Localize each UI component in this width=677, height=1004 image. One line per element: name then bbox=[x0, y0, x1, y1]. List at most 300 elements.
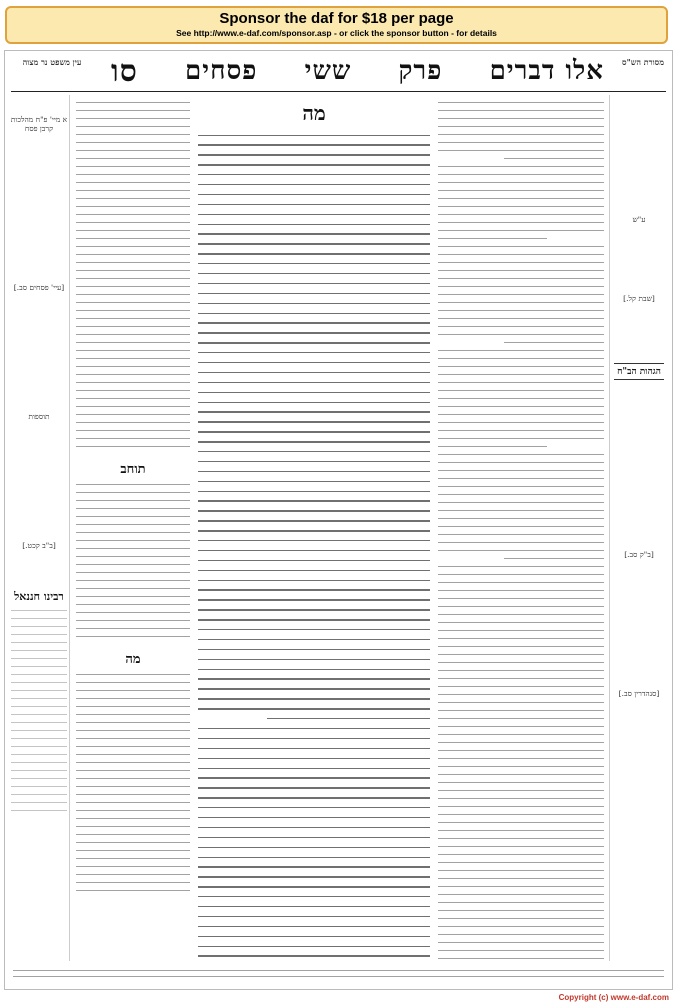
text-line bbox=[438, 174, 604, 175]
text-line bbox=[438, 838, 604, 839]
text-line bbox=[76, 214, 190, 215]
text-line bbox=[438, 878, 604, 879]
masoret-hashas-label: מסורת הש"ס bbox=[622, 57, 664, 67]
text-line bbox=[198, 827, 430, 828]
text-line bbox=[438, 478, 604, 479]
text-line bbox=[76, 540, 190, 541]
text-line bbox=[76, 770, 190, 771]
text-line bbox=[198, 461, 430, 462]
text-line bbox=[438, 238, 547, 239]
text-line bbox=[438, 422, 604, 423]
text-line bbox=[76, 850, 190, 851]
text-line bbox=[438, 806, 604, 807]
text-line bbox=[198, 164, 430, 165]
text-line bbox=[438, 318, 604, 319]
text-line bbox=[438, 262, 604, 263]
text-line bbox=[11, 674, 67, 675]
text-line bbox=[198, 253, 430, 254]
text-line bbox=[198, 510, 430, 511]
text-line bbox=[198, 609, 430, 610]
text-line bbox=[438, 102, 604, 103]
text-line bbox=[438, 494, 604, 495]
text-line bbox=[438, 678, 604, 679]
text-line bbox=[504, 342, 604, 343]
page-header bbox=[5, 55, 672, 89]
text-line bbox=[76, 126, 190, 127]
text-line bbox=[76, 398, 190, 399]
text-line bbox=[198, 283, 430, 284]
text-line bbox=[76, 134, 190, 135]
text-line bbox=[438, 198, 604, 199]
text-line bbox=[76, 302, 190, 303]
margin-note: [עיי' פסחים סב.] bbox=[13, 283, 65, 292]
text-line bbox=[76, 890, 190, 891]
text-line bbox=[198, 698, 430, 699]
text-line bbox=[76, 682, 190, 683]
text-line bbox=[438, 886, 604, 887]
text-line bbox=[438, 654, 604, 655]
text-line bbox=[76, 294, 190, 295]
text-line bbox=[504, 558, 604, 559]
rashi-column bbox=[436, 95, 606, 961]
text-line bbox=[76, 334, 190, 335]
text-line bbox=[438, 934, 604, 935]
text-line bbox=[198, 837, 430, 838]
text-line bbox=[438, 230, 604, 231]
text-line bbox=[198, 886, 430, 887]
text-line bbox=[76, 390, 190, 391]
text-line bbox=[198, 748, 430, 749]
text-line bbox=[76, 730, 190, 731]
margin-note: [ב"ב קכט.] bbox=[22, 541, 56, 550]
text-line bbox=[76, 342, 190, 343]
text-line bbox=[76, 674, 190, 675]
text-line bbox=[198, 659, 430, 660]
text-line bbox=[198, 451, 430, 452]
text-line bbox=[438, 222, 604, 223]
text-line bbox=[198, 916, 430, 917]
text-line bbox=[438, 870, 604, 871]
gemara-opening-word: מה bbox=[302, 101, 326, 125]
text-line bbox=[438, 830, 604, 831]
text-line bbox=[76, 102, 190, 103]
text-line bbox=[438, 950, 604, 951]
text-line bbox=[76, 786, 190, 787]
text-line bbox=[76, 698, 190, 699]
margin-note: א מיי' פ"ח מהלכות קרבן פסח bbox=[10, 115, 68, 133]
text-line bbox=[438, 286, 604, 287]
masoret-hashas-column bbox=[609, 95, 668, 961]
sponsor-subtitle[interactable]: See http://www.e-daf.com/sponsor.asp - or click the sponsor button - for details bbox=[176, 28, 497, 38]
margin-note: [ב"ק סב.] bbox=[624, 550, 654, 559]
text-line bbox=[76, 556, 190, 557]
text-line bbox=[76, 374, 190, 375]
text-line bbox=[504, 158, 604, 159]
text-line bbox=[438, 918, 604, 919]
text-line bbox=[11, 770, 67, 771]
text-line bbox=[438, 710, 604, 711]
text-line bbox=[438, 926, 604, 927]
text-line bbox=[438, 406, 604, 407]
text-line bbox=[438, 334, 604, 335]
text-line bbox=[76, 722, 190, 723]
text-line bbox=[438, 606, 604, 607]
text-line bbox=[11, 810, 67, 811]
text-line bbox=[76, 802, 190, 803]
text-line bbox=[76, 604, 190, 605]
text-line bbox=[438, 134, 604, 135]
text-line bbox=[438, 686, 604, 687]
text-line bbox=[76, 754, 190, 755]
text-line bbox=[198, 580, 430, 581]
text-line bbox=[76, 834, 190, 835]
text-line bbox=[198, 135, 430, 136]
perek-number: ששי bbox=[304, 56, 352, 86]
margin-note: תוספות bbox=[28, 412, 50, 421]
text-line bbox=[76, 810, 190, 811]
text-line bbox=[198, 322, 430, 323]
text-line bbox=[198, 797, 430, 798]
text-line bbox=[11, 610, 67, 611]
text-line bbox=[76, 110, 190, 111]
text-line bbox=[438, 446, 547, 447]
page-footer bbox=[11, 965, 666, 981]
text-line bbox=[198, 906, 430, 907]
text-line bbox=[11, 666, 67, 667]
text-line bbox=[198, 570, 430, 571]
header-divider bbox=[11, 91, 666, 92]
text-line bbox=[76, 572, 190, 573]
text-line bbox=[76, 254, 190, 255]
text-line bbox=[198, 411, 430, 412]
text-line bbox=[76, 230, 190, 231]
text-line bbox=[438, 166, 604, 167]
text-line bbox=[438, 398, 604, 399]
text-line bbox=[438, 582, 604, 583]
text-line bbox=[198, 372, 430, 373]
text-line bbox=[438, 358, 604, 359]
text-line bbox=[76, 358, 190, 359]
text-line bbox=[198, 273, 430, 274]
text-line bbox=[198, 817, 430, 818]
text-line bbox=[438, 774, 604, 775]
text-line bbox=[76, 596, 190, 597]
text-line bbox=[438, 670, 604, 671]
text-line bbox=[438, 894, 604, 895]
text-line bbox=[11, 722, 67, 723]
text-line bbox=[76, 866, 190, 867]
text-line bbox=[198, 194, 430, 195]
text-line bbox=[198, 896, 430, 897]
sponsor-title[interactable]: Sponsor the daf for $18 per page bbox=[219, 10, 454, 27]
text-line bbox=[198, 629, 430, 630]
text-line bbox=[438, 662, 604, 663]
text-line bbox=[76, 484, 190, 485]
text-line bbox=[198, 352, 430, 353]
text-line bbox=[198, 777, 430, 778]
text-line bbox=[76, 580, 190, 581]
text-line bbox=[11, 706, 67, 707]
text-line bbox=[438, 566, 604, 567]
text-line bbox=[438, 822, 604, 823]
text-line bbox=[438, 430, 604, 431]
text-line bbox=[76, 778, 190, 779]
text-line bbox=[76, 738, 190, 739]
text-line bbox=[13, 970, 664, 971]
text-line bbox=[76, 150, 190, 151]
text-line bbox=[76, 158, 190, 159]
text-line bbox=[76, 612, 190, 613]
text-line bbox=[76, 318, 190, 319]
header-title bbox=[105, 55, 610, 87]
text-line bbox=[76, 620, 190, 621]
text-line bbox=[438, 598, 604, 599]
text-line bbox=[76, 548, 190, 549]
text-line bbox=[438, 638, 604, 639]
text-line bbox=[438, 366, 604, 367]
text-line bbox=[438, 750, 604, 751]
text-line bbox=[438, 270, 604, 271]
text-line bbox=[76, 532, 190, 533]
text-line bbox=[76, 874, 190, 875]
text-line bbox=[11, 618, 67, 619]
text-line bbox=[198, 471, 430, 472]
text-line bbox=[438, 798, 604, 799]
text-line bbox=[198, 313, 430, 314]
text-line bbox=[11, 794, 67, 795]
text-line bbox=[11, 642, 67, 643]
text-line bbox=[198, 214, 430, 215]
text-line bbox=[198, 807, 430, 808]
text-line bbox=[438, 510, 604, 511]
text-line bbox=[11, 650, 67, 651]
text-line bbox=[198, 402, 430, 403]
text-line bbox=[76, 206, 190, 207]
text-line bbox=[198, 441, 430, 442]
margin-note: [סנהדרין סב.] bbox=[618, 689, 660, 698]
text-line bbox=[438, 902, 604, 903]
margin-note: ע"ש bbox=[632, 215, 646, 224]
text-line bbox=[76, 762, 190, 763]
text-line bbox=[76, 182, 190, 183]
text-line bbox=[438, 518, 604, 519]
text-line bbox=[438, 782, 604, 783]
text-line bbox=[438, 726, 604, 727]
text-line bbox=[198, 362, 430, 363]
text-line bbox=[76, 706, 190, 707]
text-line bbox=[438, 382, 604, 383]
text-line bbox=[76, 166, 190, 167]
text-line bbox=[438, 702, 604, 703]
text-line bbox=[438, 246, 604, 247]
margin-note: [שבת קל.] bbox=[623, 294, 655, 303]
masechet-name: פסחים bbox=[185, 56, 258, 86]
text-line bbox=[438, 646, 604, 647]
chapter-name: אלו דברים bbox=[489, 56, 604, 86]
text-line bbox=[198, 243, 430, 244]
text-line bbox=[11, 682, 67, 683]
text-line bbox=[198, 530, 430, 531]
text-line bbox=[11, 738, 67, 739]
text-line bbox=[438, 150, 604, 151]
text-line bbox=[198, 876, 430, 877]
text-line bbox=[438, 486, 604, 487]
text-line bbox=[76, 246, 190, 247]
text-line bbox=[198, 560, 430, 561]
text-line bbox=[76, 564, 190, 565]
text-line bbox=[438, 614, 604, 615]
text-line bbox=[438, 526, 604, 527]
text-line bbox=[438, 182, 604, 183]
text-line bbox=[438, 214, 604, 215]
text-line bbox=[76, 198, 190, 199]
text-line bbox=[198, 946, 430, 947]
text-line bbox=[438, 734, 604, 735]
ein-mishpat-label: עין משפט נר מצוה bbox=[22, 57, 82, 67]
text-line bbox=[198, 926, 430, 927]
text-line bbox=[198, 184, 430, 185]
tosafot-heading: תוחב bbox=[120, 462, 146, 477]
text-line bbox=[198, 787, 430, 788]
text-line bbox=[11, 730, 67, 731]
text-line bbox=[76, 422, 190, 423]
text-line bbox=[11, 802, 67, 803]
text-line bbox=[11, 754, 67, 755]
text-line bbox=[76, 430, 190, 431]
text-line bbox=[198, 154, 430, 155]
text-line bbox=[11, 626, 67, 627]
text-line bbox=[438, 110, 604, 111]
tosafot-column bbox=[74, 95, 192, 961]
text-line bbox=[76, 118, 190, 119]
text-line bbox=[198, 550, 430, 551]
text-line bbox=[198, 293, 430, 294]
text-line bbox=[76, 142, 190, 143]
text-line bbox=[438, 622, 604, 623]
text-line bbox=[11, 746, 67, 747]
text-line bbox=[198, 481, 430, 482]
text-line bbox=[76, 326, 190, 327]
text-line bbox=[438, 742, 604, 743]
text-line bbox=[11, 786, 67, 787]
text-line bbox=[438, 374, 604, 375]
text-line bbox=[198, 144, 430, 145]
sponsor-banner[interactable] bbox=[5, 6, 668, 44]
text-line bbox=[438, 694, 604, 695]
text-line bbox=[198, 639, 430, 640]
text-line bbox=[198, 174, 430, 175]
text-line bbox=[198, 421, 430, 422]
text-line bbox=[198, 955, 430, 956]
text-line bbox=[438, 942, 604, 943]
text-line bbox=[198, 768, 430, 769]
text-line bbox=[438, 542, 604, 543]
text-line bbox=[198, 728, 430, 729]
text-line bbox=[198, 520, 430, 521]
text-line bbox=[76, 636, 190, 637]
text-line bbox=[438, 126, 604, 127]
text-line bbox=[438, 790, 604, 791]
text-line bbox=[76, 842, 190, 843]
text-line bbox=[438, 118, 604, 119]
text-line bbox=[76, 858, 190, 859]
text-line bbox=[76, 508, 190, 509]
text-line bbox=[198, 738, 430, 739]
text-line bbox=[11, 658, 67, 659]
text-line bbox=[11, 778, 67, 779]
text-line bbox=[438, 470, 604, 471]
talmud-page bbox=[4, 50, 673, 990]
tosafot-subheading: מה bbox=[125, 652, 141, 667]
text-line bbox=[438, 718, 604, 719]
daf-number: סו bbox=[111, 53, 138, 89]
copyright-link[interactable]: Copyright (c) www.e-daf.com bbox=[558, 993, 669, 1002]
text-line bbox=[267, 718, 430, 719]
text-line bbox=[198, 857, 430, 858]
text-line bbox=[76, 270, 190, 271]
text-line bbox=[76, 794, 190, 795]
text-line bbox=[438, 142, 604, 143]
text-line bbox=[198, 599, 430, 600]
text-line bbox=[438, 278, 604, 279]
text-line bbox=[438, 854, 604, 855]
text-line bbox=[11, 634, 67, 635]
text-line bbox=[438, 310, 604, 311]
text-line bbox=[198, 866, 430, 867]
text-line bbox=[76, 238, 190, 239]
text-line bbox=[438, 630, 604, 631]
text-line bbox=[438, 294, 604, 295]
text-line bbox=[198, 500, 430, 501]
text-line bbox=[11, 762, 67, 763]
text-line bbox=[198, 233, 430, 234]
text-line bbox=[198, 589, 430, 590]
text-line bbox=[76, 278, 190, 279]
text-line bbox=[76, 382, 190, 383]
text-line bbox=[438, 846, 604, 847]
text-line bbox=[198, 491, 430, 492]
text-line bbox=[76, 492, 190, 493]
text-line bbox=[198, 204, 430, 205]
text-line bbox=[76, 366, 190, 367]
text-line bbox=[76, 690, 190, 691]
text-line bbox=[11, 690, 67, 691]
text-line bbox=[76, 222, 190, 223]
text-line bbox=[13, 976, 664, 977]
text-line bbox=[438, 414, 604, 415]
gemara-column bbox=[196, 95, 432, 961]
text-line bbox=[198, 669, 430, 670]
perek-label: פרק bbox=[398, 56, 443, 86]
text-line bbox=[438, 438, 604, 439]
text-line bbox=[198, 303, 430, 304]
text-line bbox=[438, 390, 604, 391]
text-line bbox=[198, 847, 430, 848]
text-line bbox=[76, 826, 190, 827]
text-line bbox=[198, 708, 430, 709]
text-line bbox=[76, 406, 190, 407]
text-line bbox=[198, 332, 430, 333]
text-line bbox=[438, 910, 604, 911]
text-line bbox=[438, 958, 604, 959]
text-line bbox=[76, 524, 190, 525]
text-line bbox=[438, 758, 604, 759]
text-line bbox=[438, 454, 604, 455]
text-line bbox=[76, 500, 190, 501]
text-line bbox=[76, 310, 190, 311]
text-line bbox=[438, 206, 604, 207]
text-line bbox=[198, 224, 430, 225]
